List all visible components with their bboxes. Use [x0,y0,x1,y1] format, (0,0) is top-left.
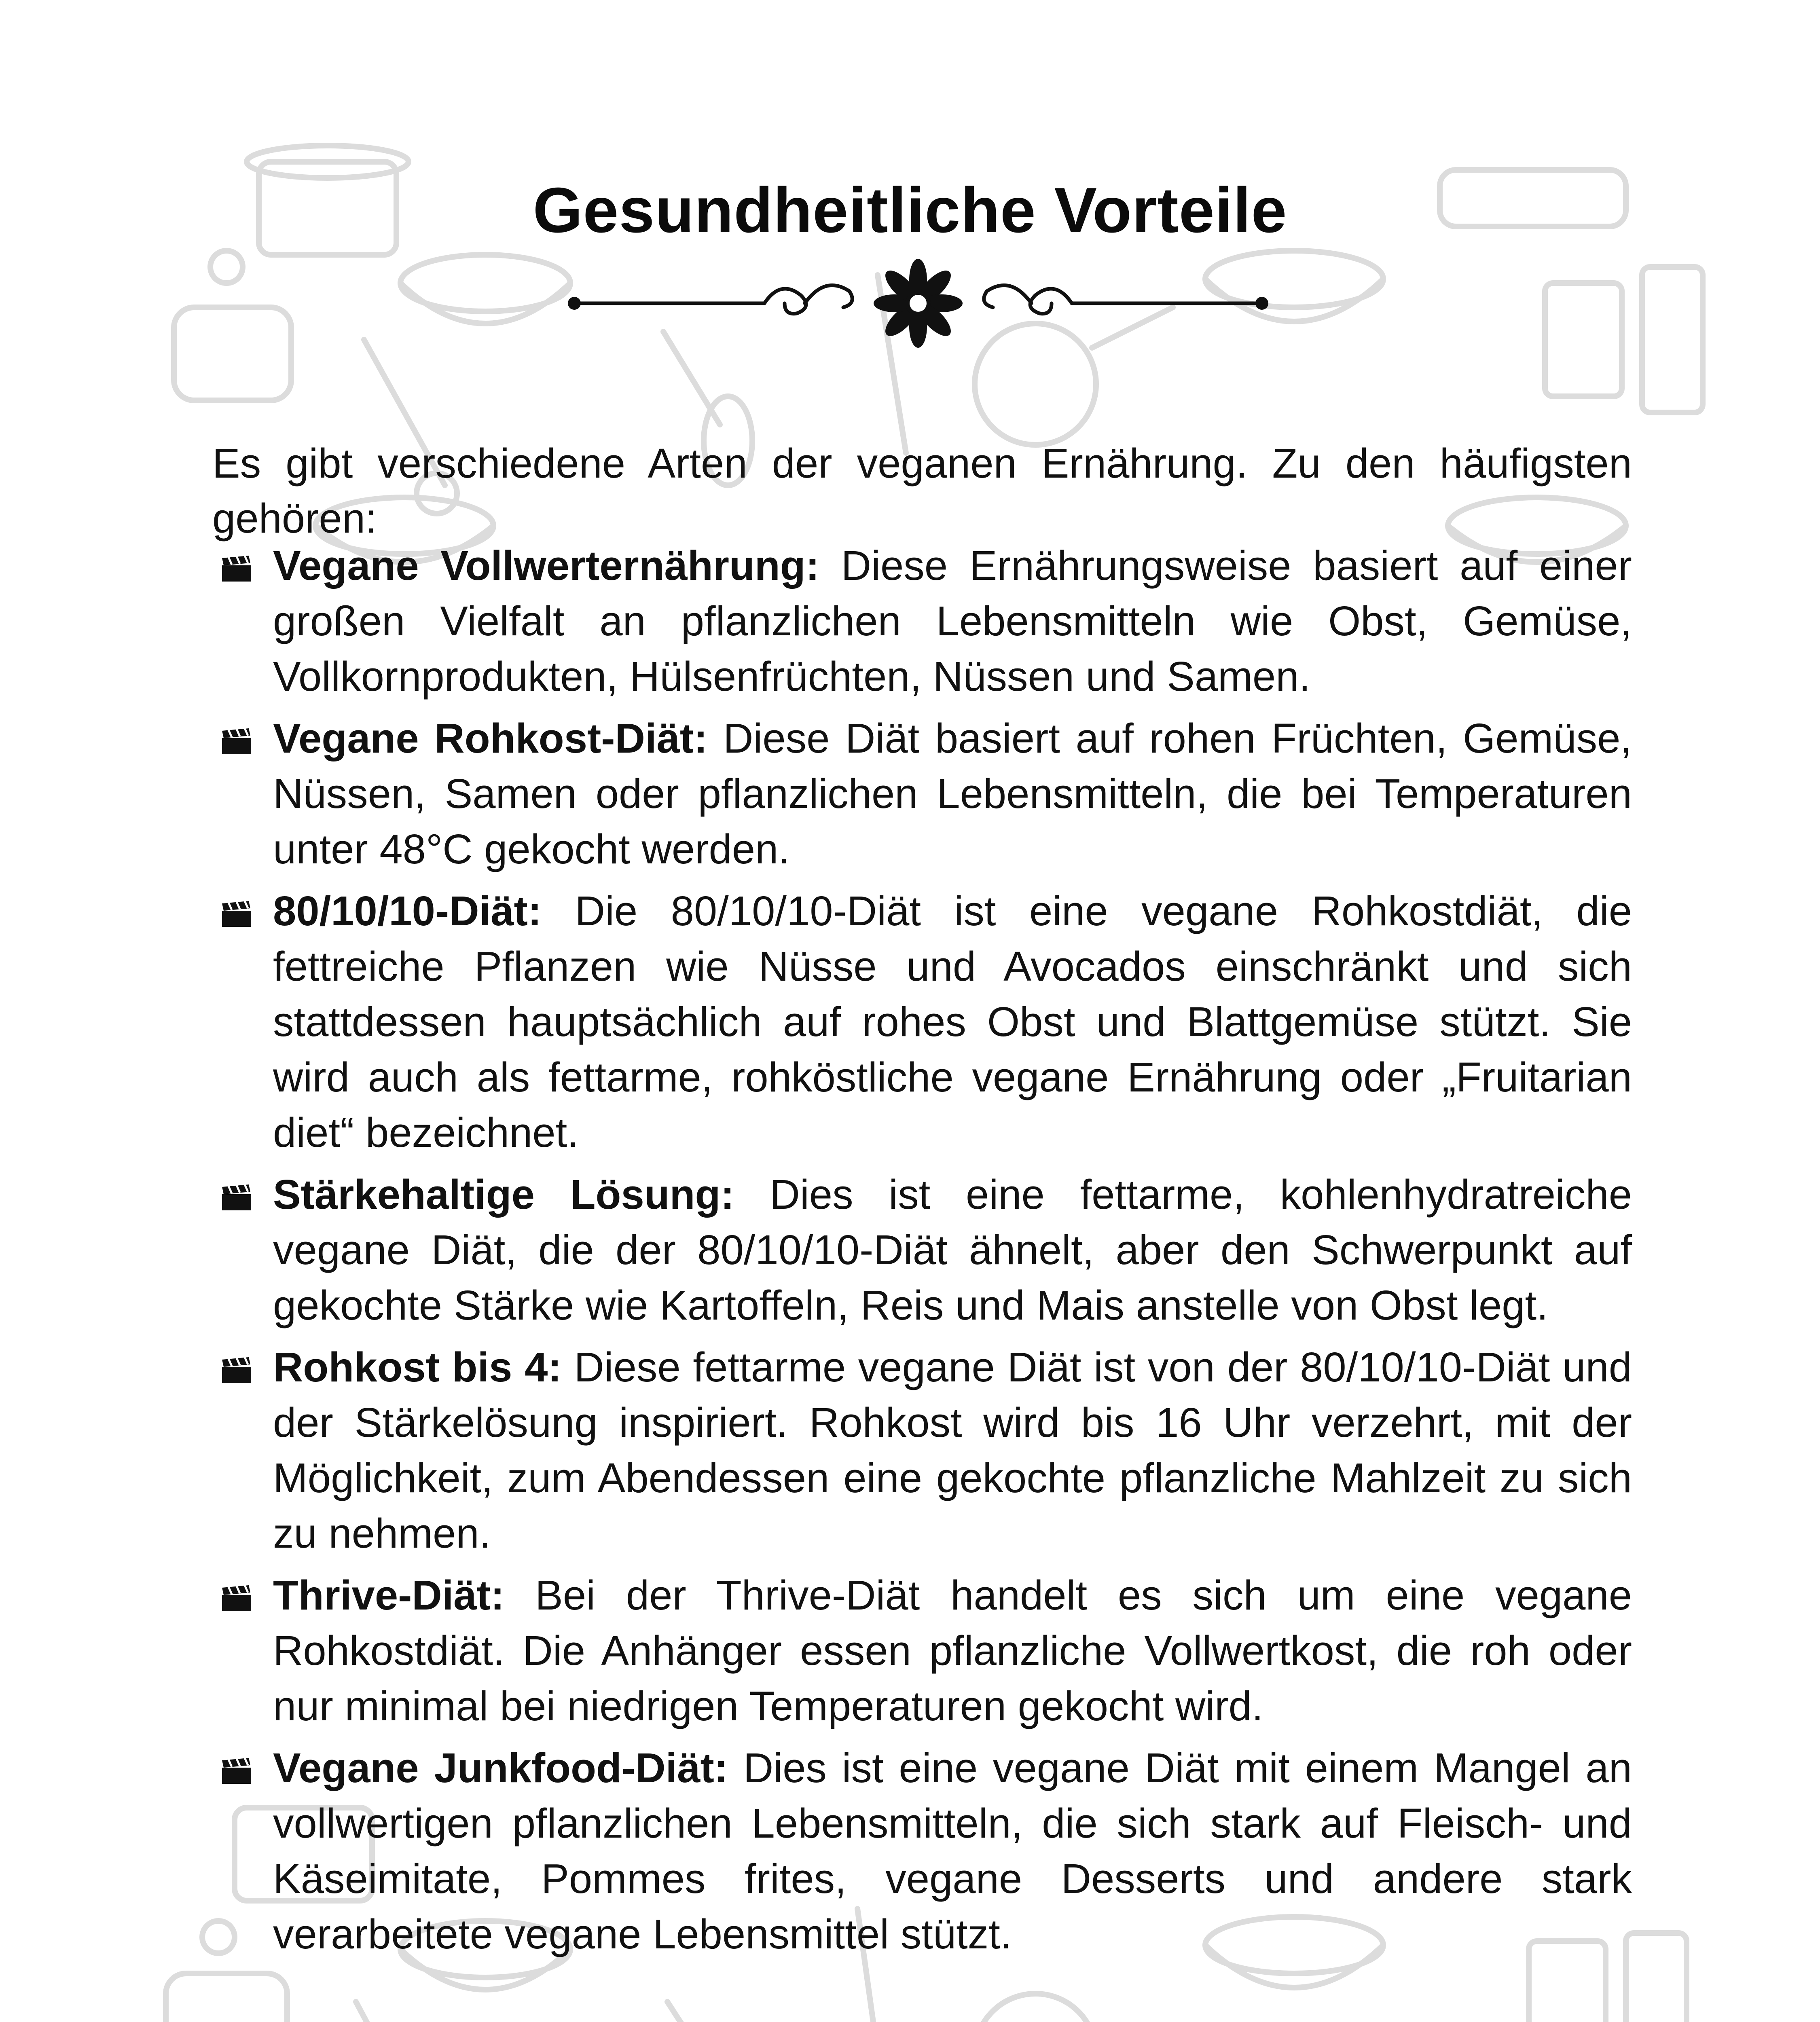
list-item [212,1339,1632,1561]
clapperboard-icon [220,728,253,756]
item-description: Diese fettarme vegane Diät ist von der 80/10/10-Diät und der Stärkelösung inspiriert. Rohkost wird bis 16 Uhr verzehrt, mit der Möglichkeit, zum Abendessen eine gekochte pflanzliche Mahlzeit zu sich zu nehmen. [273,1344,1632,1557]
intro-paragraph: Es gibt verschiedene Arten der veganen Ernährung. Zu den häufigsten gehören: [212,440,1632,541]
clapperboard-icon [220,900,253,929]
item-term: Vegane Rohkost-Diät: [273,715,708,761]
item-description: Dies ist eine fettarme, kohlenhydratreiche vegane Diät, die der 80/10/10-Diät ähnelt, aber den Schwerpunkt auf gekochte Stärke wie Kartoffeln, Reis und Mais anstelle von Obst legt. [273,1171,1632,1328]
clapperboard-icon [220,1356,253,1385]
list-item [212,1167,1632,1333]
list-item [212,538,1632,704]
item-term: Stärkehaltige Lösung: [273,1171,734,1218]
item-term: Vegane Junkfood-Diät: [273,1745,728,1791]
item-term: Thrive-Diät: [273,1572,505,1618]
list-item [212,711,1632,877]
clapperboard-icon [220,1757,253,1785]
clapperboard-icon [220,1184,253,1212]
list-item [212,883,1632,1160]
list-item [212,1567,1632,1734]
item-term: Vegane Vollwerternährung: [273,542,819,589]
list-item [212,1740,1632,1962]
page-title: Gesundheitliche Vorteile [533,175,1287,246]
diet-types-list [212,538,1632,1968]
item-description: Diese Diät basiert auf rohen Früchten, Gemüse, Nüssen, Samen oder pflanzlichen Lebensmitteln, die bei Temperaturen unter 48°C gekocht werden. [273,715,1632,872]
clapperboard-icon [220,555,253,583]
item-description: Diese Ernährungsweise basiert auf einer großen Vielfalt an pflanzlichen Lebensmitteln wie Obst, Gemüse, Vollkornprodukten, Hülsenfrüchten, Nüssen und Samen. [273,542,1632,700]
item-description: Die 80/10/10-Diät ist eine vegane Rohkostdiät, die fettreiche Pflanzen wie Nüsse und Avocados einschränkt und sich stattdessen hauptsächlich auf rohes Obst und Blattgemüse stützt. Sie wird auch als fettarme, rohköstliche vegane Ernährung oder „Fruitarian diet“ bezeichnet. [273,888,1632,1156]
item-description: Dies ist eine vegane Diät mit einem Mangel an vollwertigen pflanzlichen Lebensmitteln, die sich stark auf Fleisch- und Käseimitate, Pommes frites, vegane Desserts und andere stark verarbeitete vegane Lebensmittel stützt. [273,1745,1632,1957]
item-term: Rohkost bis 4: [273,1344,562,1390]
item-term: 80/10/10-Diät: [273,888,542,934]
flower-icon [874,259,963,348]
flourish-divider [562,251,1274,356]
clapperboard-icon [220,1584,253,1613]
item-description: Bei der Thrive-Diät handelt es sich um eine vegane Rohkostdiät. Die Anhänger essen pflanzliche Vollwertkost, die roh oder nur minimal bei niedrigen Temperaturen gekocht wird. [273,1572,1632,1729]
